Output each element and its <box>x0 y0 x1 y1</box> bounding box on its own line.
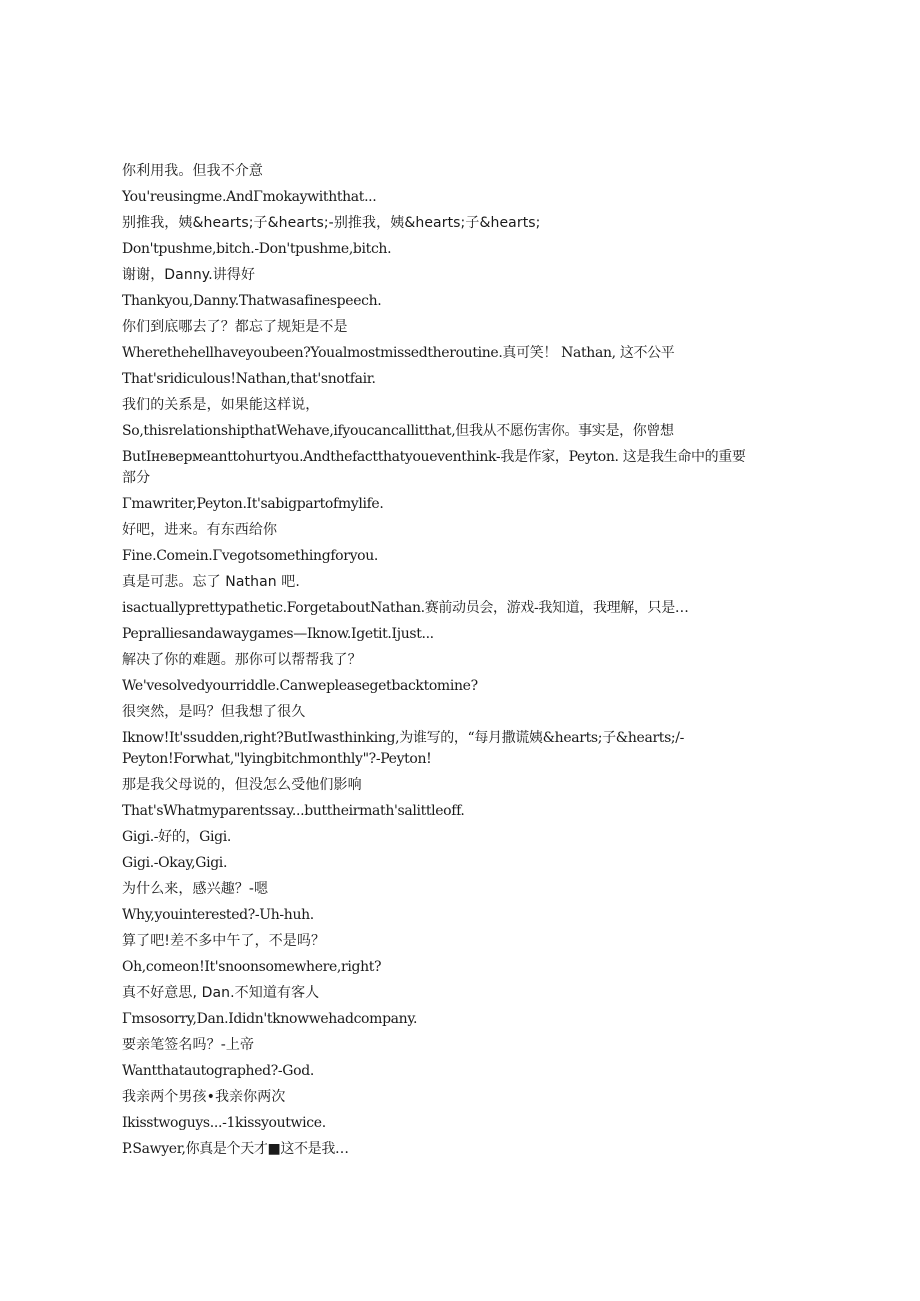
subtitle-line-zh: 要亲笔签名吗？-上帝 <box>122 1037 255 1053</box>
subtitle-line-en: Ikisstwoguys...-1kissyoutwice. <box>122 1115 326 1131</box>
subtitle-line-en: Pepralliesandawaygames—Iknow.Igetit.Ijust... <box>122 626 434 642</box>
subtitle-line-en: Oh,comeon!It'snoonsomewhere,right? <box>122 959 382 975</box>
subtitle-line-en: You'reusingme.AndΓmokaywiththat... <box>122 189 377 205</box>
subtitle-line-zh: 你们到底哪去了？都忘了规矩是不是 <box>122 319 348 335</box>
subtitle-line-zh: 算了吧!差不多中午了，不是吗？ <box>122 933 326 949</box>
subtitle-line-en: Γmawriter,Peyton.It'sabigpartofmylife. <box>122 496 384 512</box>
subtitle-line-zh: 解决了你的难题。那你可以帮帮我了？ <box>122 652 362 668</box>
subtitle-line-zh: 别推我，姨&hearts;子&hearts;-别推我，姨&hearts;子&hearts; <box>122 215 541 231</box>
subtitle-line-zh: 真是可悲。忘了 Nathan 吧. <box>122 574 300 590</box>
subtitle-line-zh: 真不好意思, Dan.不知道有客人 <box>122 985 320 1001</box>
subtitle-line-en: Why,youinterested?-Uh-huh. <box>122 907 314 923</box>
subtitle-line-en: Peyton!Forwhat,"lyingbitchmonthly"?-Peyton! <box>122 751 432 767</box>
subtitle-line-zh: 谢谢，Danny.讲得好 <box>122 267 256 283</box>
subtitle-line-zh: 为什么来，感兴趣？-嗯 <box>122 881 269 897</box>
subtitle-line-en: That'sridiculous!Nathan,that'snotfair. <box>122 371 376 387</box>
subtitle-line-continuation: 部分 <box>122 470 151 486</box>
subtitle-line-en: That'sWhatmyparentssay...buttheirmath'salittleoff. <box>122 803 465 819</box>
subtitle-line-en: Wantthatautographed?-God. <box>122 1063 314 1079</box>
subtitle-line-en: Gigi.-Okay,Gigi. <box>122 855 228 871</box>
subtitle-line-en: Don'tpushme,bitch.-Don'tpushme,bitch. <box>122 241 392 257</box>
subtitle-line-mixed: ButIневермeanttohurtyou.Andthefactthatyoueventhink-我是作家，Peyton. 这是我生命中的重要 <box>122 449 746 465</box>
subtitle-line-zh: 你利用我。但我不介意 <box>122 163 263 179</box>
document-page <box>122 161 782 1165</box>
subtitle-line-mixed: Iknow!It'ssudden,right?ButIwasthinking,为谁写的，“每月撒谎姨&hearts;子&hearts;/- <box>122 730 685 746</box>
subtitle-line-zh: 好吧，进来。有东西给你 <box>122 522 278 538</box>
subtitle-line-mixed: P.Sawyer,你真是个天才■这不是我… <box>122 1141 349 1157</box>
subtitle-line-mixed: Wherethehellhaveyoubeen?Youalmostmissedtheroutine.真可笑！ Nathan, 这不公平 <box>122 345 675 361</box>
subtitle-line-en: We'vesolvedyourriddle.Canwepleasegetbacktomine? <box>122 678 478 694</box>
subtitle-line-mixed: isactuallyprettypathetic.ForgetaboutNathan.赛前动员会，游戏-我知道，我理解，只是… <box>122 600 689 616</box>
subtitle-line-mixed: So,thisrelationshipthatWehave,ifyoucancallitthat,但我从不愿伤害你。事实是，你曾想 <box>122 423 674 439</box>
subtitle-line-zh: 很突然，是吗？但我想了很久 <box>122 704 306 720</box>
subtitle-line-en: Fine.Comein.Γvegotsomethingforyou. <box>122 548 378 564</box>
subtitle-line-zh: 我亲两个男孩•我亲你两次 <box>122 1089 286 1105</box>
subtitle-line-en: Thankyou,Danny.Thatwasafinespeech. <box>122 293 382 309</box>
subtitle-line-en: Γmsosorry,Dan.Ididn'tknowwehadcompany. <box>122 1011 418 1027</box>
subtitle-line-zh: 那是我父母说的，但没怎么受他们影响 <box>122 777 362 793</box>
subtitle-line-mixed: Gigi.-好的，Gigi. <box>122 829 231 845</box>
subtitle-line-zh: 我们的关系是，如果能这样说， <box>122 397 320 413</box>
